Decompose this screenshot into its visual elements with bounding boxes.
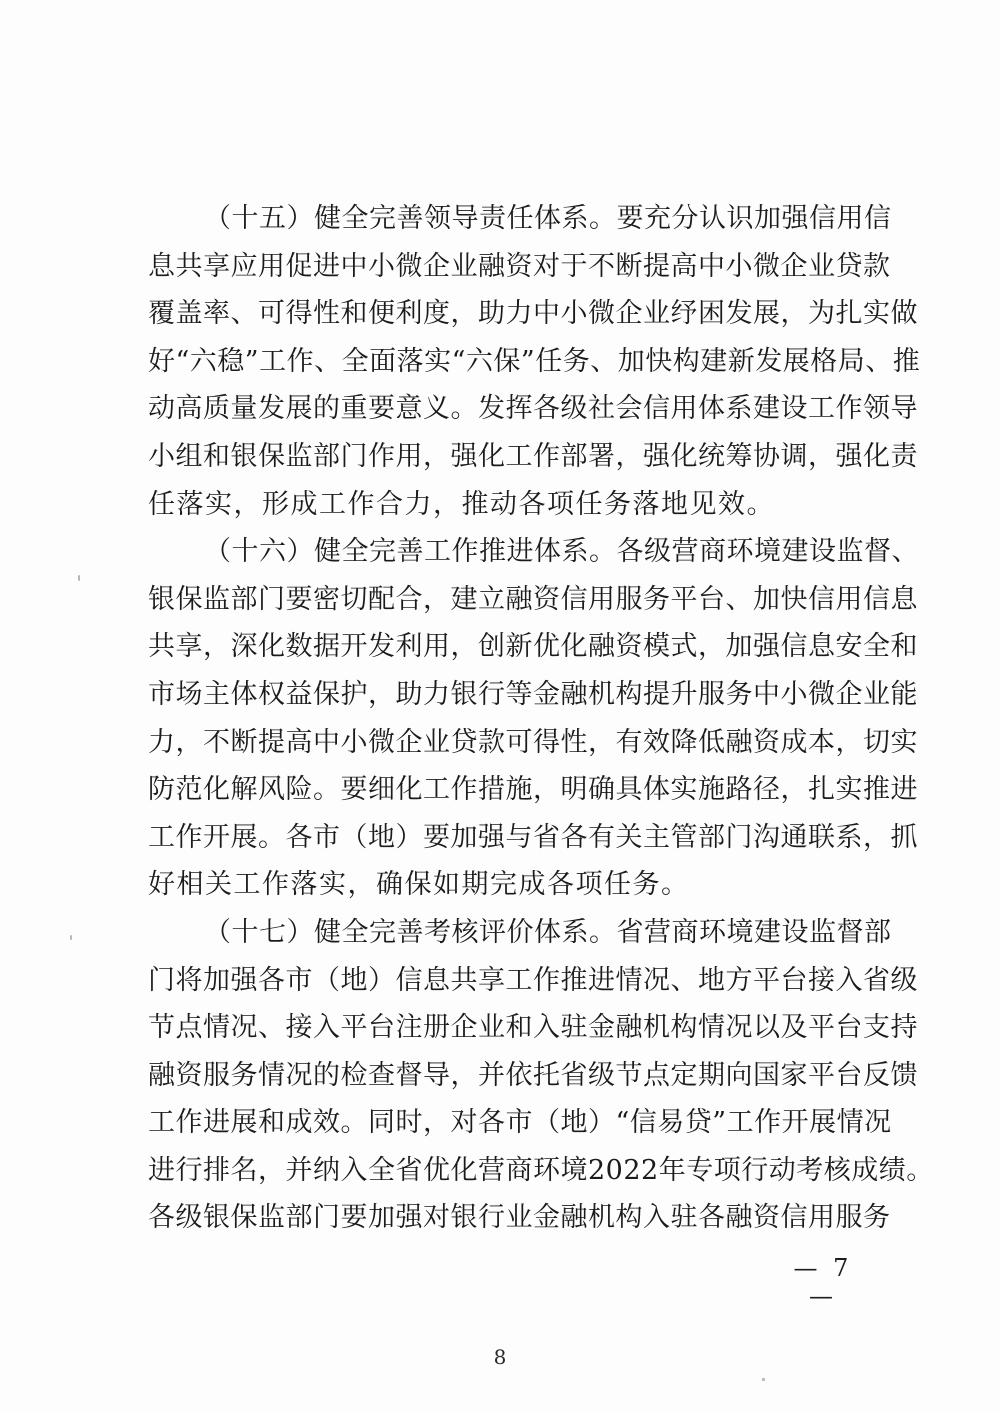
paragraph-3-line: 融资服务情况的检查督导，并依托省级节点定期向国家平台反馈 xyxy=(148,1059,918,1091)
paragraph-1-line: 好“六稳”工作、全面落实“六保”任务、加快构建新发展格局、推 xyxy=(148,345,921,377)
paragraph-2-line: （十六）健全完善工作推进体系。各级营商环境建设监督、 xyxy=(204,536,919,568)
paragraph-2-line: 防范化解风险。要细化工作措施，明确具体实施路径，扎实推进 xyxy=(148,774,918,806)
paragraph-3-line: 节点情况、接入平台注册企业和入驻金融机构情况以及平台支持 xyxy=(148,1012,918,1044)
paragraph-1-line: （十五）健全完善领导责任体系。要充分认识加强信用信 xyxy=(204,203,892,234)
paragraph-1-line: 息共享应用促进中小微企业融资对于不断提高中小微企业贷款 xyxy=(148,250,891,282)
body-text xyxy=(148,195,934,1242)
paragraph-3-line: 门将加强各市（地）信息共享工作推进情况、地方平台接入省级 xyxy=(148,964,918,996)
paragraph-1-line: 动高质量发展的重要意义。发挥各级社会信用体系建设工作领导 xyxy=(148,393,918,425)
paragraph-1-line: 小组和银保监部门作用，强化工作部署，强化统筹协调，强化责 xyxy=(148,440,918,472)
paragraph-2-line: 好相关工作落实，确保如期完成各项任务。 xyxy=(148,869,690,901)
scan-speck xyxy=(762,1378,765,1381)
scan-speck xyxy=(78,575,80,581)
paragraph-3-line: 各级银保监部门要加强对银行业金融机构入驻各融资信用服务 xyxy=(148,1202,891,1234)
paragraph-3-line: 进行排名，并纳入全省优化营商环境2022年专项行动考核成绩。 xyxy=(148,1154,934,1186)
paragraph-1-line: 任落实，形成工作合力，推动各项任务落地见效。 xyxy=(148,488,775,520)
paragraph-2-line: 银保监部门要密切配合，建立融资信用服务平台、加快信用信息 xyxy=(148,583,918,615)
paragraph-1-line: 覆盖率、可得性和便利度，助力中小微企业纾困发展，为扎实做 xyxy=(148,298,918,330)
paragraph-3-line: （十七）健全完善考核评价体系。省营商环境建设监督部 xyxy=(204,916,892,948)
paragraph-2-line: 工作开展。各市（地）要加强与省各有关主管部门沟通联系，抓 xyxy=(148,821,918,853)
page-number: — 7 — xyxy=(793,1254,853,1310)
paragraph-3-line: 工作进展和成效。同时，对各市（地）“信易贷”工作开展情况 xyxy=(148,1107,892,1139)
scan-speck xyxy=(70,935,72,940)
paragraph-2-line: 力，不断提高中小微企业贷款可得性，有效降低融资成本，切实 xyxy=(148,726,918,758)
sheet-number: 8 xyxy=(493,1345,507,1369)
paragraph-2-line: 共享，深化数据开发利用，创新优化融资模式，加强信息安全和 xyxy=(148,631,918,663)
paragraph-2-line: 市场主体权益保护，助力银行等金融机构提升服务中小微企业能 xyxy=(148,678,918,710)
